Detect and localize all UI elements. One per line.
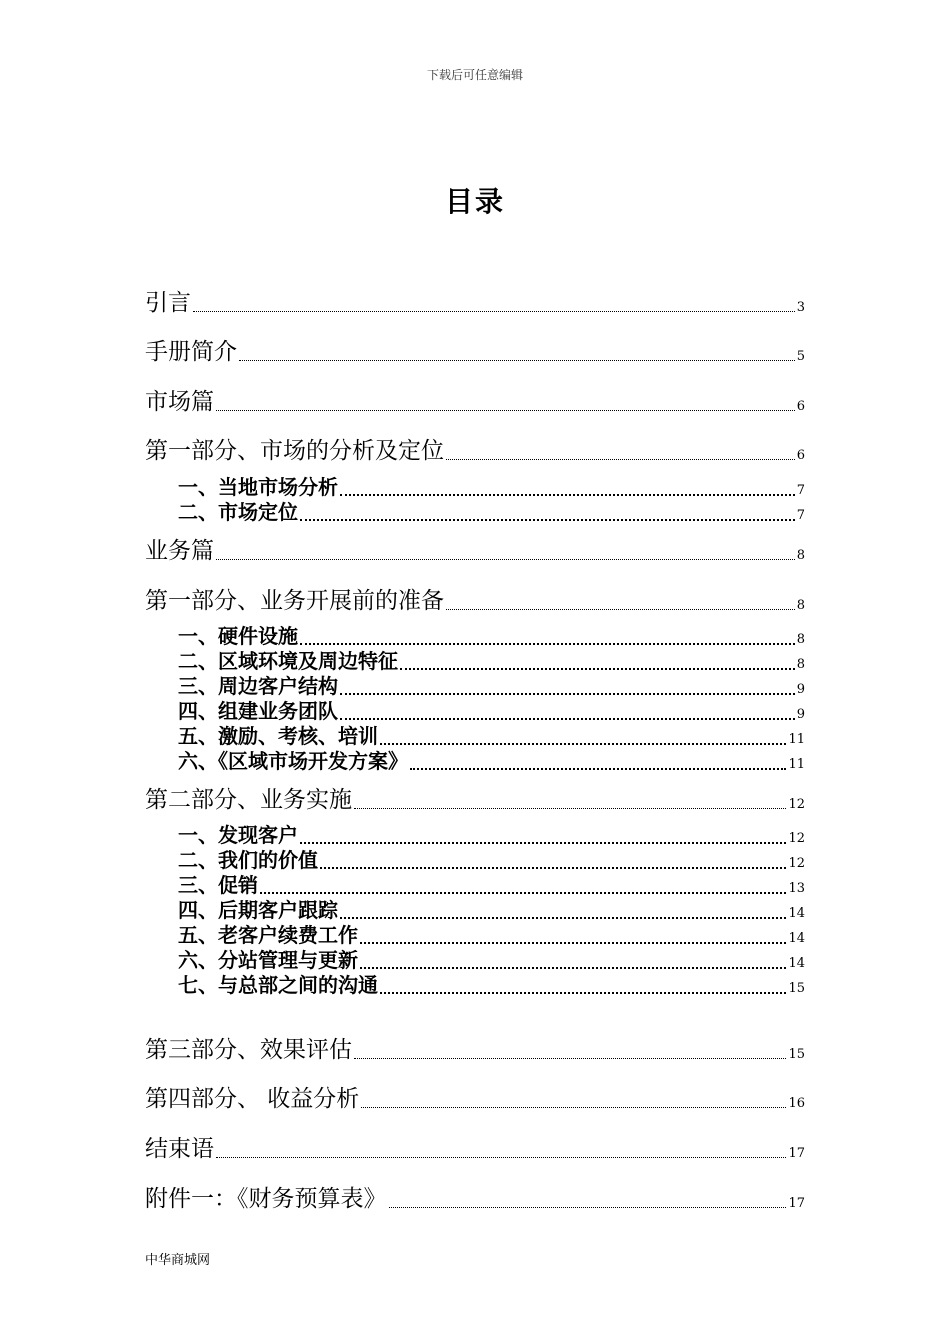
toc-entry-page: 7 — [796, 483, 805, 498]
toc-entry[interactable] — [145, 333, 805, 366]
toc-entry-page: 12 — [788, 831, 805, 846]
toc-entry[interactable] — [145, 781, 805, 814]
toc-leader — [193, 310, 795, 312]
toc-entry-page: 14 — [788, 956, 805, 971]
toc-entry-label: 五、老客户续费工作 — [178, 923, 358, 947]
toc-entry-label: 五、激励、考核、培训 — [178, 724, 378, 748]
toc-entry-label: 市场篇 — [145, 389, 214, 415]
page-header: 下载后可任意编辑 — [426, 68, 523, 82]
toc-entry-label: 一、发现客户 — [178, 823, 298, 847]
toc-subentry[interactable] — [178, 496, 805, 525]
toc-entry-label: 一、当地市场分析 — [178, 475, 338, 499]
toc-leader — [354, 807, 786, 809]
toc-entry-label: 引言 — [145, 290, 191, 316]
toc-entry-page: 14 — [788, 906, 805, 921]
toc-entry-label: 四、后期客户跟踪 — [178, 898, 338, 922]
toc-leader — [239, 359, 795, 361]
toc-entry-label: 二、市场定位 — [178, 500, 298, 524]
toc-entry-page: 15 — [788, 981, 805, 996]
toc-entry-page: 8 — [796, 548, 805, 563]
toc-entry-page: 16 — [788, 1096, 805, 1111]
toc-entry-label: 附件一：《财务预算表》 — [145, 1186, 387, 1212]
toc-entry[interactable] — [145, 582, 805, 615]
toc-leader — [354, 1057, 786, 1059]
toc-leader — [216, 558, 795, 560]
toc-entry-label: 一、硬件设施 — [178, 624, 298, 648]
toc-entry[interactable] — [145, 1031, 805, 1064]
toc-entry-label: 六、分站管理与更新 — [178, 948, 358, 972]
toc-entry-page: 12 — [788, 856, 805, 871]
toc-entry[interactable] — [145, 532, 805, 565]
toc-entry-page: 14 — [788, 931, 805, 946]
toc-entry[interactable] — [145, 1130, 805, 1163]
toc-subentry[interactable] — [178, 745, 805, 774]
toc-leader — [446, 608, 795, 610]
toc-entry-label: 第一部分、业务开展前的准备 — [145, 588, 444, 614]
toc-entry-label: 第一部分、市场的分析及定位 — [145, 438, 444, 464]
toc-entry-label: 手册简介 — [145, 339, 237, 365]
toc-entry-label: 七、与总部之间的沟通 — [178, 973, 378, 997]
toc-entry-page: 15 — [788, 1047, 805, 1062]
page-footer: 中华商城网 — [145, 1253, 211, 1268]
toc-subentry[interactable] — [178, 969, 805, 998]
toc-entry-page: 8 — [796, 598, 805, 613]
toc-entry-page: 17 — [788, 1146, 805, 1161]
toc-entry-label: 六、《区域市场开发方案》 — [178, 749, 408, 773]
toc-leader — [216, 409, 795, 411]
toc-leader — [361, 1106, 786, 1108]
toc-entry-page: 9 — [796, 682, 805, 697]
toc-entry[interactable] — [145, 432, 805, 465]
toc-entry-label: 三、周边客户结构 — [178, 674, 338, 698]
toc-entry-page: 3 — [796, 300, 805, 315]
toc-entry[interactable] — [145, 1080, 805, 1113]
toc-entry-page: 7 — [796, 508, 805, 523]
toc-entry-page: 12 — [788, 797, 805, 812]
toc-entry-page: 9 — [796, 707, 805, 722]
toc-entry[interactable] — [145, 383, 805, 416]
toc-entry-page: 8 — [796, 657, 805, 672]
toc-entry-page: 17 — [788, 1196, 805, 1211]
toc-entry-label: 三、促销 — [178, 873, 258, 897]
toc-leader — [389, 1206, 787, 1208]
toc-leader — [380, 991, 786, 994]
toc-title: 目录 — [444, 185, 505, 218]
toc-leader — [410, 767, 786, 770]
toc-leader — [446, 458, 795, 460]
toc-entry-label: 第四部分、 收益分析 — [145, 1086, 360, 1112]
toc-entry-label: 四、组建业务团队 — [178, 699, 338, 723]
toc-entry-label: 结束语 — [145, 1136, 214, 1162]
toc-entry[interactable] — [145, 1180, 805, 1213]
toc-entry-page: 6 — [796, 399, 805, 414]
toc-entry-label: 二、我们的价值 — [178, 848, 318, 872]
toc-entry-page: 13 — [788, 881, 805, 896]
toc-entry-label: 二、区域环境及周边特征 — [178, 649, 398, 673]
toc-entry-page: 11 — [788, 757, 805, 772]
toc-entry-page: 6 — [796, 448, 805, 463]
toc-entry[interactable] — [145, 284, 805, 317]
toc-entry-page: 8 — [796, 632, 805, 647]
toc-leader — [300, 518, 795, 521]
toc-entry-label: 业务篇 — [145, 538, 214, 564]
toc-leader — [216, 1156, 786, 1158]
toc-entry-page: 11 — [788, 732, 805, 747]
toc-entry-page: 5 — [796, 349, 805, 364]
toc-entry-label: 第二部分、业务实施 — [145, 787, 352, 813]
toc-entry-label: 第三部分、效果评估 — [145, 1037, 352, 1063]
